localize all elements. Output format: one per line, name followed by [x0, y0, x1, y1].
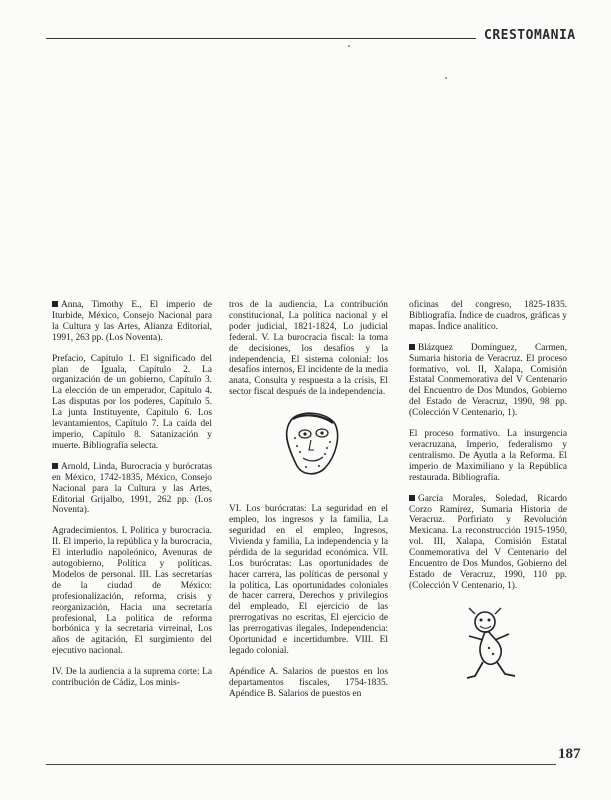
column-2	[229, 300, 388, 710]
speck-mark	[445, 77, 447, 79]
speck-mark	[348, 45, 350, 47]
entry-text: García Morales, Soledad, Ricardo Corzo Ramírez, Sumaria Historia de Veracruz. Porfiriato y Revolución Mexicana. La reconstrucción 1915-1950, vol. III, Xalapa, Comisión Estatal Conmemorativa del V Centenario del Encuentro de Dos Mundos, Gobierno del Estado de Veracruz, 1990, 110 pp. (Colección V Centenario, 1).	[409, 493, 567, 591]
bib-entry	[52, 462, 212, 517]
bib-entry	[409, 494, 567, 592]
column-1	[52, 300, 212, 699]
contents-paragraph: El proceso formativo. La insurgencia veracruzana, Imperio, federalismo y centralismo. De Ayutla a la Reforma. El imperio de Maximiliano y la República restaurada. Bibliografía.	[409, 429, 567, 483]
contents-paragraph: VI. Los burócratas: La seguridad en el empleo, los ingresos y la familia, La seguridad en el empleo, Ingresos, Vivienda y familia, La independencia y la pérdida de la seguridad económica. VII. Los burócratas: Las oportunidades de hacer carrera, las políticas de personal y la política, Las oportunidades coloniales de hacer carrera, Derechos y privilegios del empleado, El ejercicio de las prerrogativas no escritas, El ejercicio de las prerrogativas ilegales, Independencia: Oportunidad e incertidumbre. VIII. El legado colonial.	[229, 504, 388, 656]
contents-paragraph: oficinas del congreso, 1825-1835. Bibliografía. Índice de cuadros, gráficas y mapas. Índice analítico.	[409, 300, 567, 332]
footer-rule	[46, 764, 556, 765]
figure-illustration	[459, 606, 523, 686]
bullet-marker	[52, 301, 58, 307]
contents-paragraph: Agradecimientos. I. Política y burocracia. II. El imperio, la república y la burocracia, El interludio napoleónico, Avenuras de autogobierno, Política y políticas. Modelos de personal. III. Las secretarías de la ciudad de México: profesionalización, reforma, crisis y reorganización, Hacia una secretaría profesional, La política de reforma borbónica y la secretaría virreinal, Los años de agitación, El surgimiento del ejecutivo nacional.	[52, 526, 212, 657]
bullet-marker	[52, 463, 58, 469]
bib-entry	[409, 343, 567, 419]
column-3	[409, 300, 567, 686]
header-title: CRESTOMANIA	[484, 28, 576, 43]
bib-entry	[52, 300, 212, 344]
contents-paragraph: tros de la audiencia, La contribución constitucional, La política nacional y el poder judicial, 1821-1824, Lo judicial federal. V. La burocracia fiscal: la toma de decisiones, los desafíos y la independencia, El sistema colonial: los desafíos internos, El incidente de la media anata, Consulta y respuesta a la crisis, El sector fiscal después de la independencia.	[229, 300, 388, 398]
mask-illustration	[281, 410, 343, 480]
contents-paragraph: Prefacio, Capítulo 1. El significado del plan de Iguala, Capítulo 2. La organización de un gobierno, Capítulo 3. La elección de un emperador, Capítulo 4. Las disputas por los poderes, Capítulo 5. La junta Instituyente, Capítulo 6. Los levantamientos, Capítulo 7. La caída del imperio, Capítulo 8. Satanización y muerte. Bibliografía selecta.	[52, 353, 212, 451]
header-rule	[46, 38, 476, 39]
page-number: 187	[558, 746, 581, 762]
bullet-marker	[409, 344, 415, 350]
bullet-marker	[409, 495, 415, 501]
entry-text: Blázquez Domínguez, Carmen, Sumaria historia de Veracruz. El proceso formativo, vol. II, Xalapa, Comisión Estatal Conmemorativa del V Centenario del Encuentro de Dos Mundos, Gobierno del Estado de Veracruz, 1990, 98 pp. (Colección V Centenario, 1).	[409, 342, 567, 419]
contents-paragraph: IV. De la audiencia a la suprema corte: La contribución de Cádiz, Los minis-	[52, 667, 212, 689]
entry-text: Arnold, Linda, Burocracia y burócratas en México, 1742-1835, México, Consejo Nacional para la Cultura y las Artes, Editorial Grijalbo, 1991, 262 pp. (Los Noventa).	[52, 461, 212, 516]
entry-text: Anna, Timothy E., El imperio de Iturbide, México, Consejo Nacional para la Cultura y las Artes, Alianza Editorial, 1991, 263 pp. (Los Noventa).	[52, 300, 212, 343]
contents-paragraph: Apéndice A. Salarios de puestos en los departamentos fiscales, 1754-1835. Apéndice B. Salarios de puestos en	[229, 666, 388, 699]
